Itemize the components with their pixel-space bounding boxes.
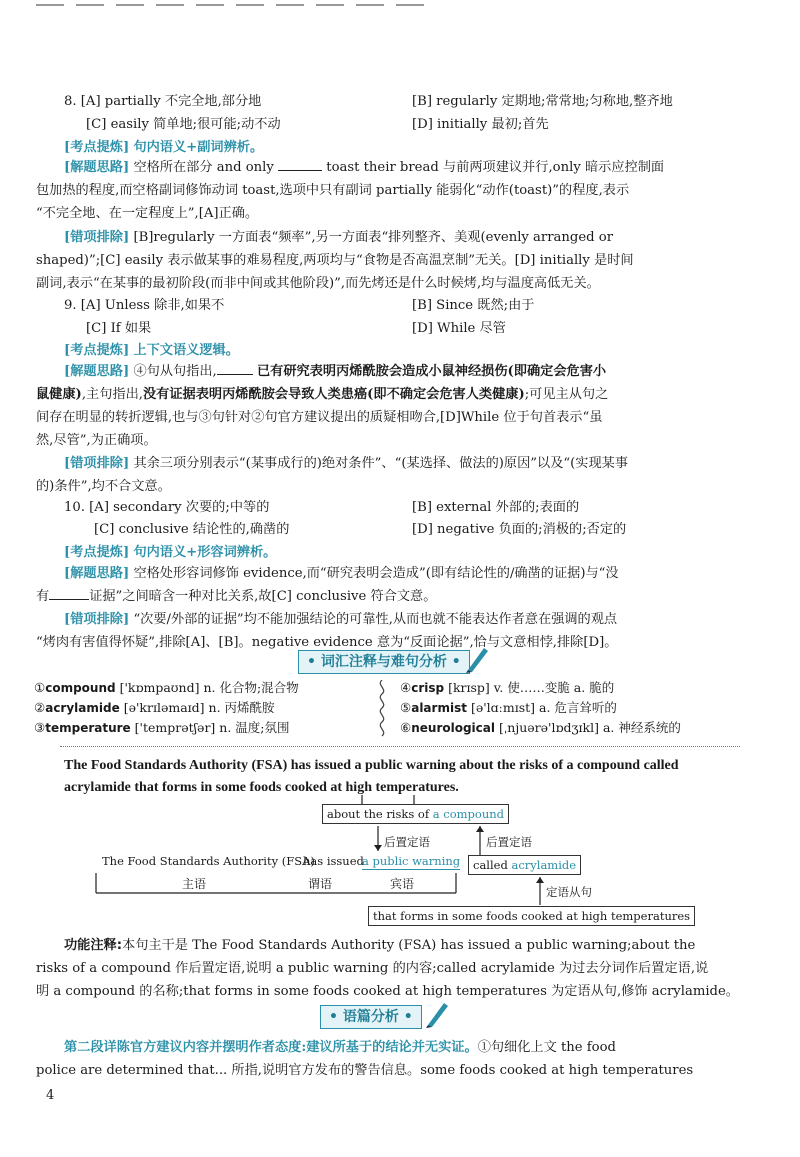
tip-text: 上下文语义逻辑。 — [133, 343, 239, 358]
vocab-num: ① — [34, 680, 46, 695]
vocab-def: n. 温度;氛围 — [219, 720, 290, 735]
q8-idea-line3: “不完全地、在一定程度上”,[A]正确。 — [36, 206, 259, 221]
tip-text: 句内语义+形容词辨析。 — [133, 545, 277, 560]
vocab-def: a. 危言耸听的 — [539, 700, 617, 715]
top-dash-rule — [36, 4, 436, 6]
q9-idea-line2 — [36, 385, 608, 405]
vocab-def: n. 化合物;混合物 — [203, 680, 299, 695]
tip-tag: [考点提炼] — [64, 140, 130, 155]
pen-icon — [464, 644, 490, 674]
sentence-line1: The Food Standards Authority (FSA) has issued a public warning about the risks of a compound called — [64, 758, 679, 773]
discourse-lead: 第二段详陈官方建议内容并摆明作者态度:建议所基于的结论并无实证。 — [64, 1040, 478, 1055]
q9-idea-line3: 间存在明显的转折逻辑,也与③句针对②句官方建议提出的质疑相吻合,[D]While 位于句首表示“虽 — [36, 410, 603, 425]
vocab-phonetic: ['temprətʃər] — [134, 720, 216, 735]
answer-blank — [278, 158, 322, 171]
wrong-text: [B]regularly 一方面表“频率”,另一方面表“排列整齐、美观(evenly arranged or — [133, 230, 614, 245]
idea-tag: [解题思路] — [64, 364, 130, 379]
q9-option-c: [C] If 如果 — [86, 321, 152, 336]
q8-idea-line1 — [64, 158, 664, 178]
box-called-acrylamide — [468, 855, 581, 875]
box-text: about the risks of — [327, 807, 433, 821]
q8-option-b: [B] regularly 定期地;常常地;匀称地,整齐地 — [412, 94, 673, 109]
vocab-word: alarmist — [411, 701, 467, 715]
vocab-word: neurological — [411, 721, 495, 735]
vocab-def: a. 神经系统的 — [602, 720, 681, 735]
vocab-item — [400, 718, 681, 738]
vocab-section-banner: • 词汇注释与难句分析 • — [298, 650, 470, 674]
vocab-def: n. 丙烯酰胺 — [208, 700, 275, 715]
pen-icon — [424, 999, 450, 1029]
vocab-item — [34, 718, 290, 738]
q8-idea-line2: 包加热的程度,而空格副词修饰动词 toast,选项中只有副词 partially 能弱化“动作(toast)”的程度,表示 — [36, 183, 630, 198]
q9-idea-line1 — [64, 362, 606, 382]
decorative-divider — [376, 680, 388, 738]
sentence-line2: acrylamide that forms in some foods cooked at high temperatures. — [64, 780, 459, 795]
q10-idea-line1 — [64, 564, 619, 584]
discourse-section-banner: • 语篇分析 • — [320, 1005, 422, 1029]
idea-text: 有 — [36, 589, 50, 604]
vocab-def: v. 使……变脆 a. 脆的 — [493, 680, 615, 695]
wrong-tag: [错项排除] — [64, 612, 130, 627]
vocab-phonetic: [ˌnjuərə'lɒdʒɪkl] — [498, 720, 599, 735]
answer-blank — [49, 587, 89, 600]
idea-text: 证据”之间暗含一种对比关系,故[C] conclusive 符合文意。 — [89, 589, 437, 604]
q10-wrong-line2: “烤肉有害值得怀疑”,排除[A]、[B]。negative evidence 意为“反面论据”,恰与文意相悖,排除[D]。 — [36, 635, 618, 650]
func-note-line1 — [64, 936, 695, 956]
vocab-word: crisp — [411, 681, 445, 695]
idea-text: toast their bread 与前两项建议并行,only 暗示应控制面 — [326, 160, 665, 175]
vocab-num: ② — [34, 700, 46, 715]
diagram-object: a public warning — [362, 854, 461, 868]
vocab-item — [34, 698, 275, 718]
label-postpositive-attr: 后置定语 — [384, 835, 430, 849]
box-relative-clause: that forms in some foods cooked at high temperatures — [368, 906, 695, 926]
q9-wrong-line2: 的)条件”,均不合文意。 — [36, 479, 171, 494]
q8-option-c: [C] easily 简单地;很可能;动不动 — [86, 117, 281, 132]
box-about-risks — [322, 804, 509, 824]
vocab-phonetic: ['kɒmpaʊnd] — [119, 680, 200, 695]
vocab-num: ⑤ — [400, 700, 412, 715]
tip-text: 句内语义+副词辨析。 — [133, 140, 264, 155]
box-text-highlight: a compound — [432, 807, 505, 821]
page-number: 4 — [46, 1088, 55, 1103]
label-verb: 谓语 — [308, 877, 333, 891]
q8-wrong-line2: shaped)”;[C] easily 表示做某事的难易程度,两项均与“食物是否高温烹制”无关。[D] initially 是时间 — [36, 253, 634, 268]
tip-tag: [考点提炼] — [64, 343, 130, 358]
q10-tip — [64, 543, 276, 563]
q8-wrong-line3: 副词,表示“在某事的最初阶段(而非中间或其他阶段)”,而先烤还是什么时候烤,均与温度高低无关。 — [36, 276, 600, 291]
label-object: 宾语 — [390, 877, 415, 891]
box-text-highlight: acrylamide — [511, 858, 577, 872]
func-note-line3: 明 a compound 的名称;that forms in some foods cooked at high temperatures 为定语从句,修饰 acrylamide。 — [36, 984, 739, 999]
label-postpositive-attr-2: 后置定语 — [486, 835, 532, 849]
vocab-num: ③ — [34, 720, 46, 735]
wrong-text: “次要/外部的证据”均不能加强结论的可靠性,从而也就不能表达作者意在强调的观点 — [133, 612, 618, 627]
idea-text: 空格所在部分 and only — [133, 160, 274, 175]
q9-idea-line4: 然,尽管”,为正确项。 — [36, 433, 157, 448]
vocab-item — [34, 678, 299, 698]
wrong-tag: [错项排除] — [64, 456, 130, 471]
vocab-item — [400, 698, 617, 718]
q9-tip — [64, 341, 239, 361]
q10-option-c: [C] conclusive 结论性的,确凿的 — [94, 522, 290, 537]
vocab-phonetic: [ə'krɪləmaɪd] — [123, 700, 205, 715]
vocab-phonetic: [krɪsp] — [448, 680, 490, 695]
vocab-num: ④ — [400, 680, 412, 695]
q10-option-b: [B] external 外部的;表面的 — [412, 500, 580, 515]
wrong-text: 其余三项分别表示“(某事成行的)绝对条件”、“(某选择、做法的)原因”以及“(实现某事 — [133, 456, 629, 471]
idea-text-bold: 没有证据表明丙烯酰胺会导致人类患癌(即不确定会危害人类健康) — [142, 387, 525, 402]
diagram-subject: The Food Standards Authority (FSA) — [102, 854, 315, 868]
q8-wrong-line1 — [64, 228, 613, 248]
discourse-line1 — [64, 1038, 616, 1058]
label-subject: 主语 — [182, 877, 207, 891]
idea-tag: [解题思路] — [64, 160, 130, 175]
idea-text: 空格处形容词修饰 evidence,而“研究表明会造成”(即有结论性的/确凿的证据)与“没 — [133, 566, 619, 581]
idea-text: ;可见主从句之 — [524, 387, 609, 402]
q10-idea-line2 — [36, 587, 436, 607]
dotted-divider — [60, 746, 740, 747]
q8-option-a: 8. [A] partially 不完全地,部分地 — [64, 94, 262, 109]
q10-option-a: 10. [A] secondary 次要的;中等的 — [64, 500, 270, 515]
wrong-tag: [错项排除] — [64, 230, 130, 245]
label-relative-clause: 定语从句 — [546, 885, 592, 899]
q10-option-d: [D] negative 负面的;消极的;否定的 — [412, 522, 627, 537]
idea-tag: [解题思路] — [64, 566, 130, 581]
answer-blank — [217, 362, 253, 375]
q8-option-d: [D] initially 最初;首先 — [412, 117, 549, 132]
idea-text: ,主句指出, — [81, 387, 143, 402]
tip-tag: [考点提炼] — [64, 545, 130, 560]
func-tag: 功能注释: — [64, 938, 123, 953]
q10-wrong-line1 — [64, 610, 617, 630]
q9-option-b: [B] Since 既然;由于 — [412, 298, 535, 313]
func-note-line2: risks of a compound 作后置定语,说明 a public warning 的内容;called acrylamide 为过去分词作后置定语,说 — [36, 961, 709, 976]
vocab-word: acrylamide — [45, 701, 120, 715]
q9-option-d: [D] While 尽管 — [412, 321, 506, 336]
func-text: 本句主干是 The Food Standards Authority (FSA) has issued a public warning;about the — [122, 938, 696, 953]
diagram-verb: has issued — [303, 854, 364, 868]
q9-option-a: 9. [A] Unless 除非,如果不 — [64, 298, 225, 313]
discourse-text: ①句细化上文 the food — [477, 1040, 616, 1055]
idea-text-bold: 已有研究表明丙烯酰胺会造成小鼠神经损伤(即确定会危害小 — [256, 364, 607, 379]
q8-tip — [64, 138, 263, 158]
vocab-phonetic: [ə'lɑːmɪst] — [470, 700, 536, 715]
vocab-word: compound — [45, 681, 116, 695]
idea-text: ④句从句指出, — [133, 364, 217, 379]
idea-text-bold: 鼠健康) — [36, 387, 82, 402]
vocab-num: ⑥ — [400, 720, 412, 735]
vocab-word: temperature — [45, 721, 131, 735]
vocab-item — [400, 678, 614, 698]
q9-wrong-line1 — [64, 454, 628, 474]
discourse-line2: police are determined that... 所指,说明官方发布的警告信息。some foods cooked at high temperatures — [36, 1063, 694, 1078]
box-text: called — [473, 858, 512, 872]
